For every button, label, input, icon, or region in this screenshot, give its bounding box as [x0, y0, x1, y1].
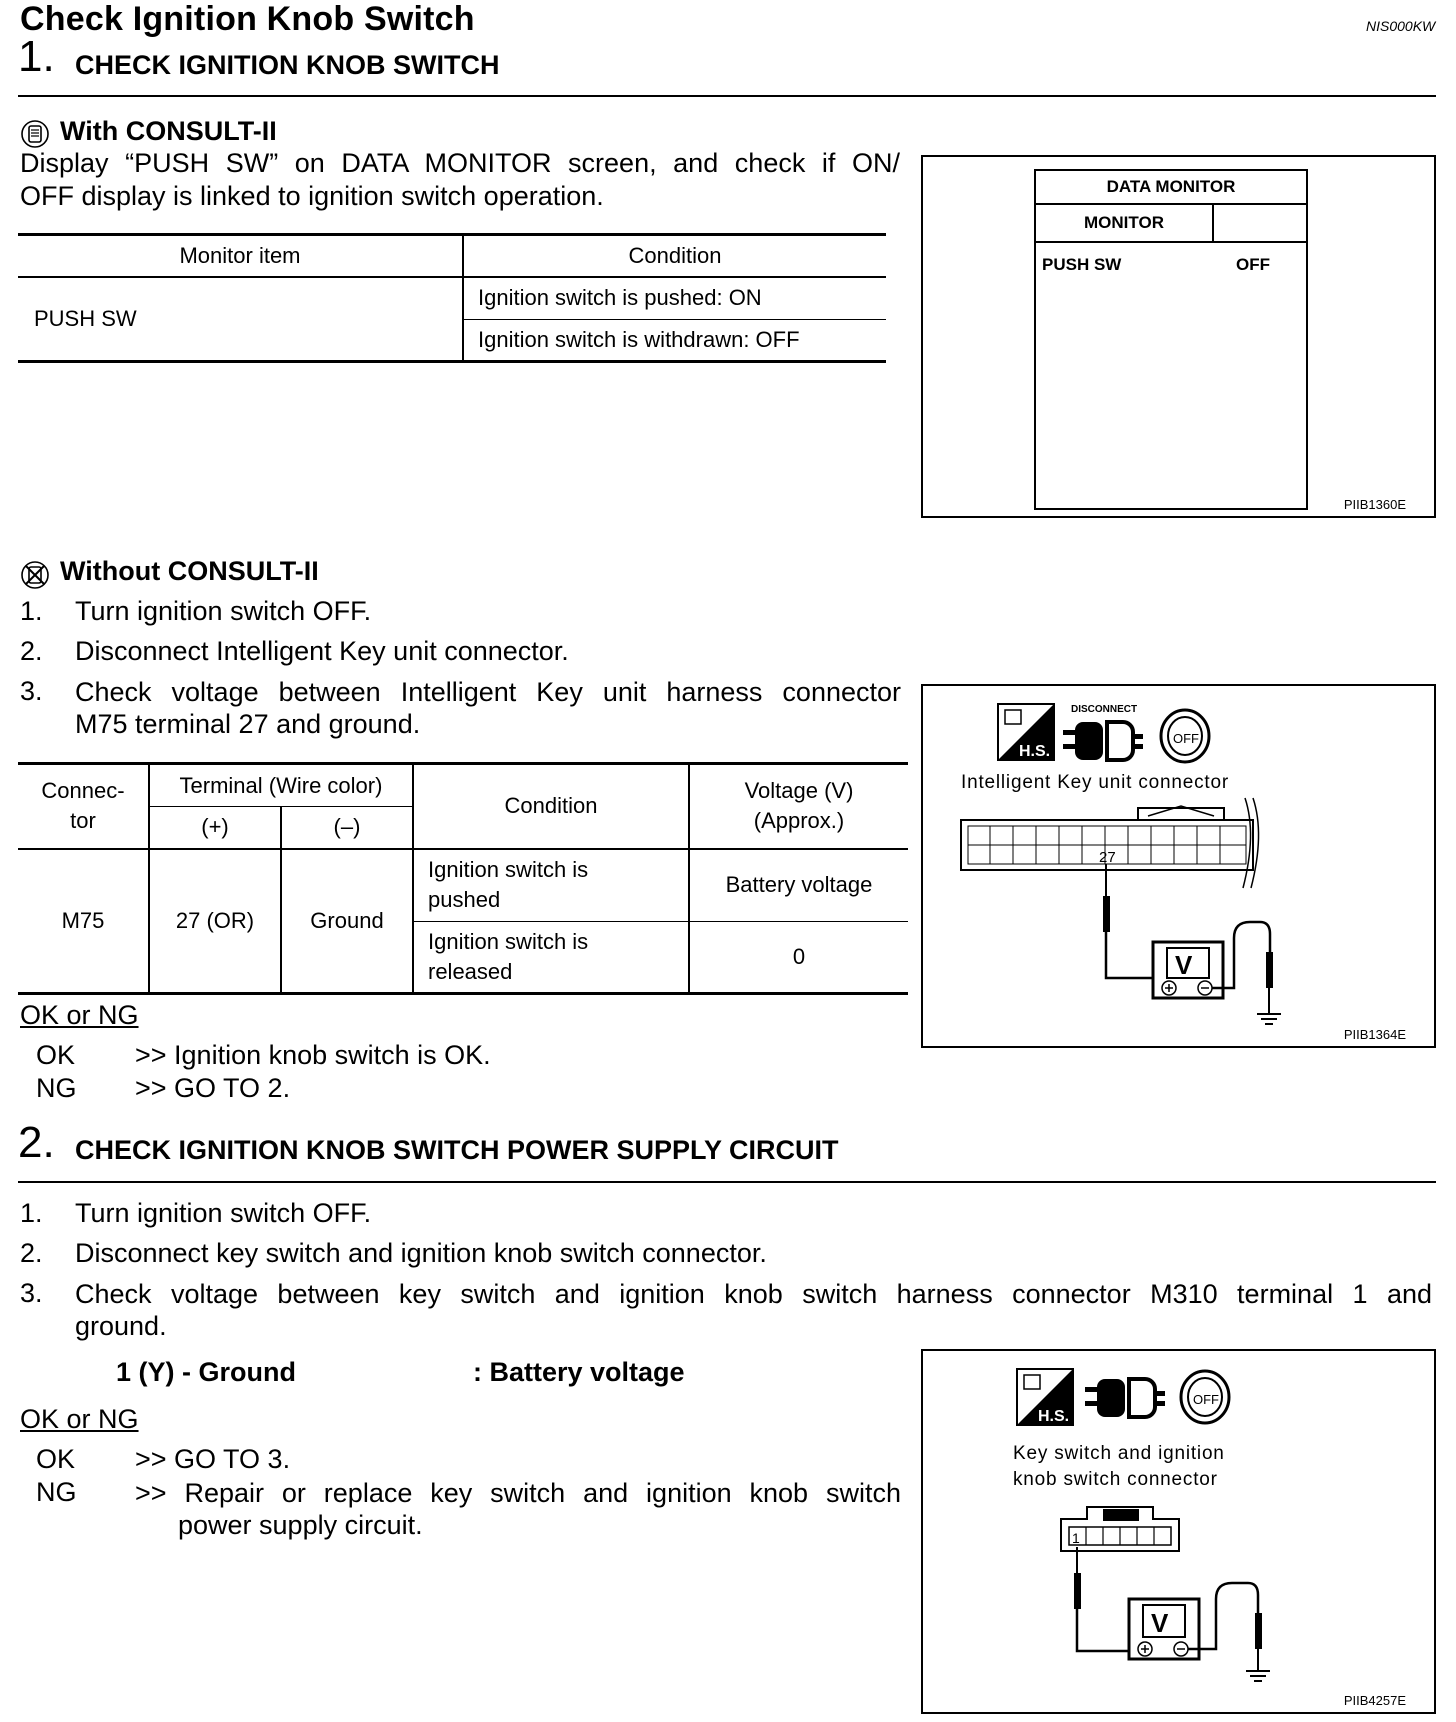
th-monitor-item: Monitor item [18, 235, 463, 277]
ikey-connector-diagram [923, 686, 1433, 1045]
terminal-27-label: 27 [1099, 849, 1116, 866]
ng-text-cont: power supply circuit. [178, 1510, 423, 1540]
step-text: Turn ignition switch OFF. [75, 1198, 372, 1228]
page-title: Check Ignition Knob Switch [20, 0, 475, 38]
step-text: Check voltage between Intelligent Key unit harness connector [75, 677, 901, 707]
step1-title: CHECK IGNITION KNOB SWITCH [75, 50, 500, 80]
th-minus: (–) [281, 807, 413, 849]
th-condition: Condition [628, 242, 722, 268]
figure-code: PIIB4257E [1343, 1693, 1406, 1708]
data-monitor-value: OFF [1236, 255, 1270, 274]
step-text: Turn ignition switch OFF. [75, 596, 372, 626]
step1-number: 1. [18, 32, 55, 81]
disconnect-icon [1085, 1379, 1165, 1417]
step-number: 1. [20, 1198, 43, 1228]
hs-label: H.S. [1019, 743, 1051, 760]
condition-cell: Ignition switch is withdrawn: OFF [478, 327, 800, 352]
voltmeter-icon [1153, 942, 1223, 998]
figure-code: PIIB1360E [1343, 497, 1406, 512]
voltage-table [18, 762, 908, 995]
cell-voltage: Battery voltage [689, 849, 908, 922]
okng-heading: OK or NG [20, 1404, 139, 1434]
ng-label: NG [36, 1477, 77, 1507]
cell-plus: 27 (OR) [149, 849, 281, 994]
data-monitor-subheader: MONITOR [1036, 205, 1214, 243]
ok-text: >> GO TO 3. [135, 1444, 291, 1474]
th-voltage-line1: Voltage (V) [744, 778, 854, 804]
key-off-icon [1181, 1371, 1229, 1423]
hs-icon [1017, 1369, 1073, 1425]
cond-line2: pushed [428, 887, 501, 913]
terminal-1-label: 1 [1072, 1530, 1080, 1546]
th-voltage-line2: (Approx.) [753, 808, 845, 834]
meter-label: V [1175, 950, 1193, 980]
cell-voltage: 0 [689, 922, 908, 994]
step1-rule [18, 95, 1436, 97]
data-monitor-title: DATA MONITOR [1036, 171, 1306, 205]
connector-body [961, 798, 1259, 888]
th-plus: (+) [149, 807, 281, 849]
without-consult-heading: Without CONSULT-II [60, 556, 319, 586]
off-label: OFF [1193, 1392, 1219, 1407]
cell-condition [413, 922, 689, 994]
disconnect-label: DISCONNECT [1071, 704, 1138, 715]
data-monitor-screen [1034, 169, 1308, 510]
data-monitor-item: PUSH SW [1042, 255, 1122, 274]
with-consult-text-1: Display “PUSH SW” on DATA MONITOR screen, and check if ON/ [20, 148, 900, 178]
th-terminal: Terminal (Wire color) [149, 764, 413, 807]
ok-label: OK [36, 1444, 76, 1474]
with-consult-text-2: OFF display is linked to ignition switch operation. [20, 181, 604, 211]
spec-left: 1 (Y) - Ground [116, 1357, 296, 1387]
step2-rule [18, 1181, 1436, 1183]
ng-label: NG [36, 1073, 77, 1103]
step-text: Disconnect key switch and ignition knob switch connector. [75, 1238, 767, 1268]
spec-right: : Battery voltage [473, 1357, 685, 1387]
figure-code: PIIB1364E [1343, 1027, 1406, 1042]
okng-heading: OK or NG [20, 1000, 139, 1030]
cell-condition [413, 849, 689, 922]
with-consult-heading: With CONSULT-II [60, 116, 277, 146]
key-off-icon [1161, 710, 1209, 762]
ok-text: >> Ignition knob switch is OK. [135, 1040, 491, 1070]
cond-line1: Ignition switch is [428, 929, 589, 954]
key-switch-connector-figure [921, 1349, 1436, 1714]
step-number: 1. [20, 596, 43, 626]
key-switch-label-1: Key switch and ignition [1013, 1443, 1225, 1464]
th-connector-line1: Connec- [41, 778, 125, 804]
ng-text: >> Repair or replace key switch and ignition knob switch [135, 1478, 901, 1508]
step-text: Check voltage between key switch and ignition knob switch harness connector M310 terminal 1 and [75, 1279, 1432, 1309]
step-number: 2. [20, 1238, 43, 1268]
step-number: 3. [20, 676, 43, 706]
monitor-table [18, 233, 886, 363]
key-switch-connector-diagram [923, 1351, 1433, 1711]
th-condition: Condition [413, 764, 689, 849]
doc-code: NIS000KW [1366, 18, 1436, 34]
consult-icon [20, 119, 50, 149]
step-text-cont: M75 terminal 27 and ground. [75, 709, 421, 739]
step-number: 3. [20, 1278, 43, 1308]
data-monitor-subheader-blank [1212, 205, 1306, 243]
step2-title: CHECK IGNITION KNOB SWITCH POWER SUPPLY CIRCUIT [75, 1135, 839, 1165]
th-connector [18, 764, 149, 849]
cell-connector: M75 [18, 849, 149, 994]
ikey-connector-label: Intelligent Key unit connector [961, 772, 1229, 793]
cond-line1: Ignition switch is [428, 857, 589, 883]
th-voltage [689, 764, 908, 849]
condition-cell: Ignition switch is pushed: ON [478, 285, 762, 311]
monitor-item: PUSH SW [18, 277, 463, 362]
data-monitor-figure [921, 155, 1436, 518]
ng-text: >> GO TO 2. [135, 1073, 291, 1103]
ground-symbol [1257, 1014, 1281, 1024]
ikey-connector-figure [921, 684, 1436, 1048]
ground-symbol [1246, 1671, 1270, 1681]
th-connector-line2: tor [70, 808, 96, 834]
no-consult-icon [20, 560, 50, 590]
disconnect-icon [1063, 704, 1143, 760]
step-text: Disconnect Intelligent Key unit connector. [75, 636, 569, 666]
cond-line2: released [428, 959, 513, 984]
hs-label: H.S. [1038, 1408, 1070, 1425]
off-label: OFF [1173, 731, 1199, 746]
meter-label: V [1151, 1608, 1169, 1638]
step2-number: 2. [18, 1118, 55, 1167]
key-switch-label-2: knob switch connector [1013, 1469, 1218, 1490]
step-text-cont: ground. [75, 1311, 167, 1341]
ok-label: OK [36, 1040, 76, 1070]
step-number: 2. [20, 636, 43, 666]
cell-minus: Ground [281, 849, 413, 994]
hs-icon [998, 704, 1054, 760]
